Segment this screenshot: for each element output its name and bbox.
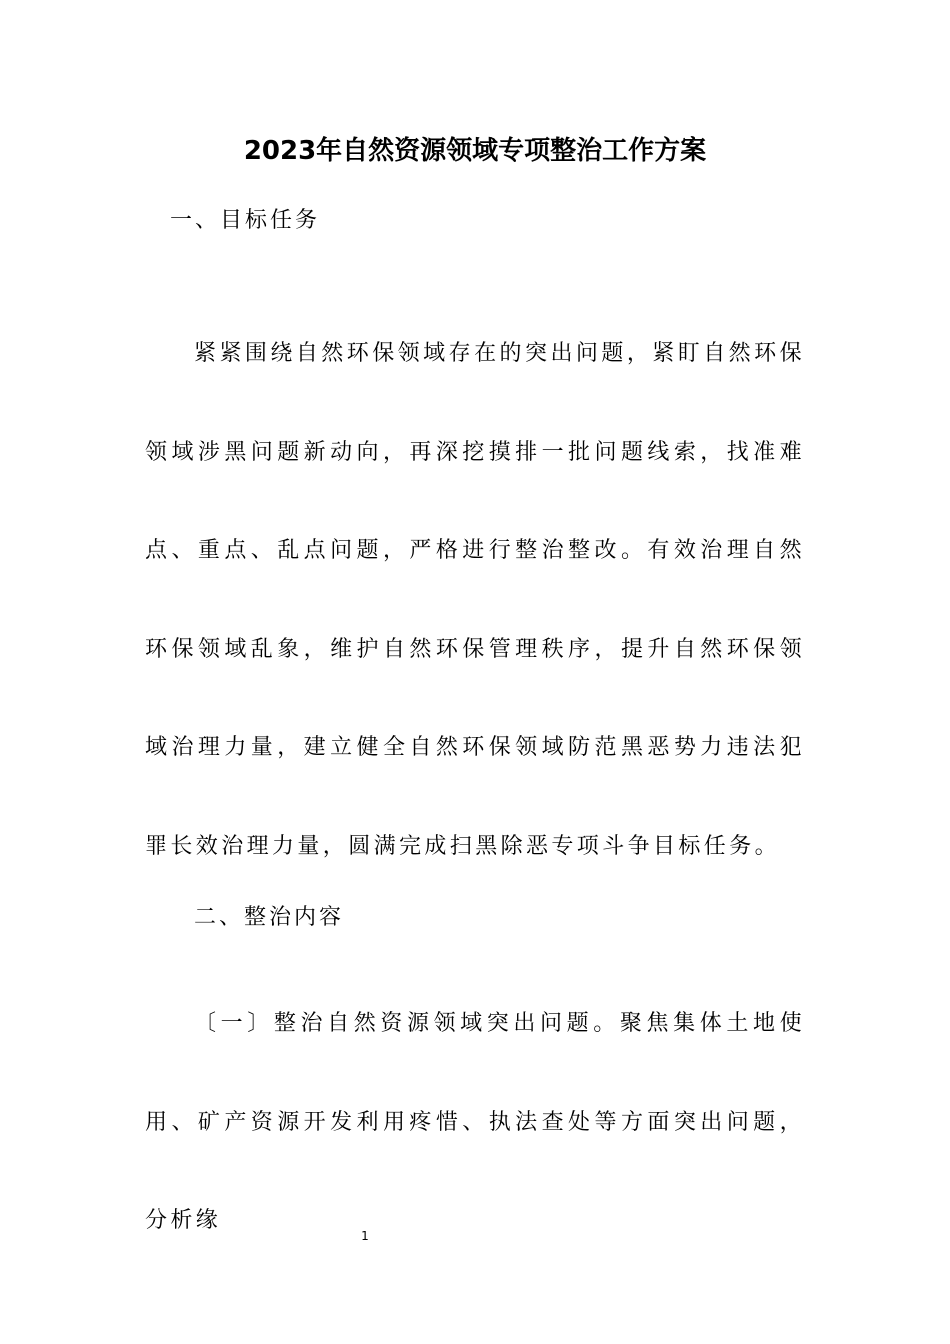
- page-number: 1: [361, 1229, 369, 1243]
- section-heading-2: 二、整治内容: [194, 905, 345, 930]
- document-title: 2023年自然资源领域专项整治工作方案: [243, 136, 707, 166]
- section-paragraph-2: 〔一〕整治自然资源领域突出问题。聚焦集体土地使用、矿产资源开发利用疼惜、执法查处等方面突出问题，分析缘: [145, 1011, 805, 1233]
- section-heading-1: 一、目标任务: [170, 208, 321, 233]
- section-paragraph-1: 紧紧围绕自然环保领域存在的突出问题，紧盯自然环保领域涉黑问题新动向，再深挖摸排一批问题线索，找准难点、重点、乱点问题，严格进行整治整改。有效治理自然环保领域乱象，维护自然环保管理秩序，提升自然环保领域治理力量，建立健全自然环保领域防范黑恶势力违法犯罪长效治理力量，圆满完成扫黑除恶专项斗争目标任务。: [145, 341, 805, 859]
